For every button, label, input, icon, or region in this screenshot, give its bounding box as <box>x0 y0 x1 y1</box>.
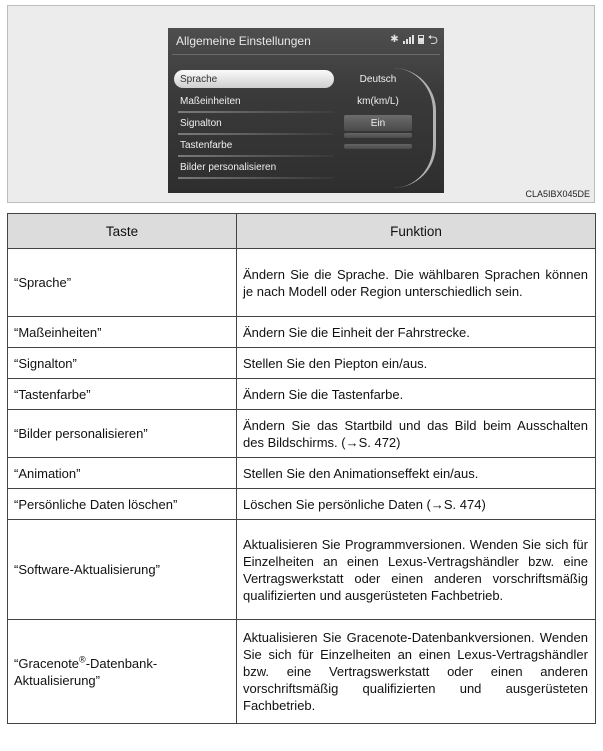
battery-icon <box>418 35 424 44</box>
value-masseinheiten: km(km/L) <box>357 95 399 107</box>
function-table <box>7 213 596 724</box>
menu-item-sprache[interactable]: Sprache <box>174 70 334 88</box>
signal-bars-icon <box>403 35 414 44</box>
row-key: “Persönliche Daten löschen” <box>8 489 237 520</box>
row-description <box>237 410 596 458</box>
row-key: “Maßeinheiten” <box>8 317 237 348</box>
row-key-suffix: -Datenbank-Aktualisierung” <box>14 655 158 688</box>
table-row <box>8 410 596 458</box>
row-key: “Animation” <box>8 458 237 489</box>
header-taste: Taste <box>8 214 237 249</box>
value-signalton[interactable]: Ein <box>344 115 412 131</box>
back-arrow-icon[interactable]: ⮌ <box>427 31 438 47</box>
row-key-prefix: “Gracenote <box>14 655 80 671</box>
registered-mark: ® <box>79 654 86 665</box>
table-row <box>8 620 596 724</box>
title-divider <box>172 54 440 55</box>
row-description-text: Ändern Sie das Startbild und das Bild beim Ausschalten des Bildschirms. (→S. 472) <box>243 417 588 450</box>
table-row <box>8 458 596 489</box>
row-key: “Software-Aktualisierung” <box>8 520 237 620</box>
table-row <box>8 317 596 348</box>
row-description: Aktualisieren Sie Gracenote-Datenbankversionen. Wenden Sie sich für Einzelheiten an einen Lexus-Vertragshändler bzw. eine Vertragswerkstatt oder einen anderen vorschriftsmäßig qualifizierten und ausgerüsteten Fachbetrieb. <box>237 620 596 724</box>
status-bar <box>390 31 438 47</box>
value-sprache: Deutsch <box>359 73 397 85</box>
table-row <box>8 379 596 410</box>
scroll-arc[interactable] <box>393 68 436 188</box>
row-key: “Signalton” <box>8 348 237 379</box>
menu-item-bilder-personalisieren[interactable]: Bilder personalisieren <box>174 158 334 176</box>
row-key: “Bilder personalisieren” <box>8 410 237 458</box>
row-description: Stellen Sie den Animationseffekt ein/aus. <box>237 458 596 489</box>
image-reference-code: CLA5IBX045DE <box>525 189 590 199</box>
table-row <box>8 249 596 317</box>
table-row <box>8 348 596 379</box>
row-description: Löschen Sie persönliche Daten (→S. 474) <box>237 489 596 520</box>
row-description: Stellen Sie den Piepton ein/aus. <box>237 348 596 379</box>
row-key-gracenote <box>8 620 237 724</box>
menu-item-tastenfarbe[interactable]: Tastenfarbe <box>174 136 334 154</box>
header-funktion: Funktion <box>237 214 596 249</box>
bluetooth-icon: ✱ <box>390 34 399 45</box>
row-description: Ändern Sie die Tastenfarbe. <box>237 379 596 410</box>
settings-screen <box>168 28 444 193</box>
table-header-row <box>8 214 596 249</box>
row-description: Ändern Sie die Einheit der Fahrstrecke. <box>237 317 596 348</box>
row-key: “Sprache” <box>8 249 237 317</box>
row-key: “Tastenfarbe” <box>8 379 237 410</box>
row-description: Aktualisieren Sie Programmversionen. Wenden Sie sich für Einzelheiten an einen Lexus-Vertragshändler bzw. eine Vertragswerkstatt oder einen anderen vorschriftsmäßig qualifizierten und ausgerüsteten Fachbetrieb. <box>237 520 596 620</box>
row-description: Ändern Sie die Sprache. Die wählbaren Sprachen können je nach Modell oder Region unterschiedlich sein. <box>237 249 596 317</box>
screenshot-panel <box>7 5 595 203</box>
menu-item-masseinheiten[interactable]: Maßeinheiten <box>174 92 334 110</box>
table-row <box>8 489 596 520</box>
screen-title: Allgemeine Einstellungen <box>176 34 311 48</box>
menu-item-signalton[interactable]: Signalton <box>174 114 334 132</box>
table-row <box>8 520 596 620</box>
